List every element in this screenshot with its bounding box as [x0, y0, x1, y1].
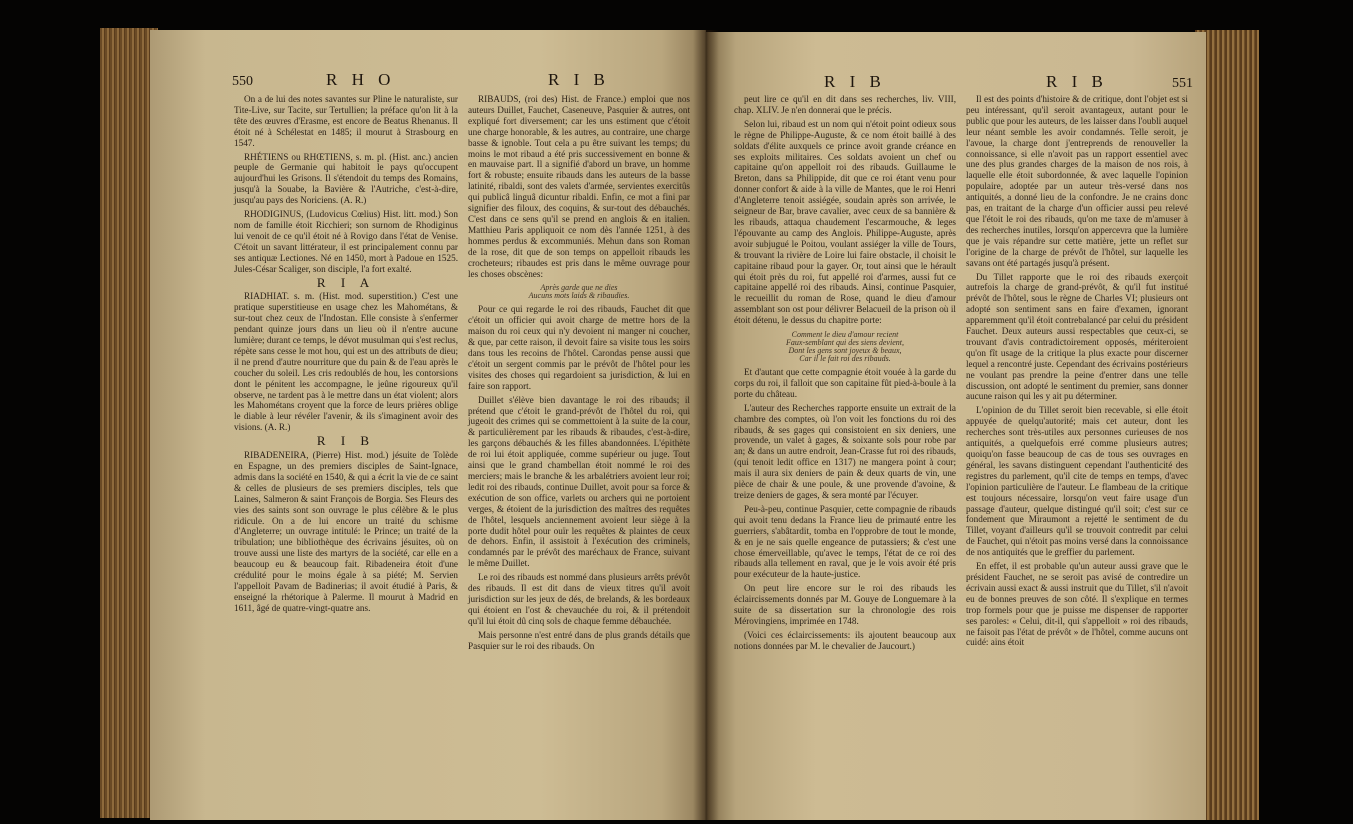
paragraph: L'opinion de du Tillet seroit bien recevable, si elle étoit appuyée de quelqu'autorité; mais cet auteur, dont les recherches sont très-utiles aux personnes curieuses de nos antiquités, a quelquefois erré comme plusieurs autres; quoiqu'on fasse beaucoup de cas de tous ses ouvrages en général, les savans distinguent cependant l'authenticité des registres du parlement, qu'il cite de temps en temps, d'avec l'opinion particulière de l'auteur. Le flambeau de la critique est toujours nécessaire, lorsqu'on veut faire usage d'un passage d'auteur, quelque distingué qu'il soit; c'est sur ce fondement que Miraumont a rejetté le sentiment de du Tillet, voyant d'ailleurs qu'il se trouvoit contredit par celui de Fauchet, qui n'étoit pas moins versé dans la connoissance de nos antiquités que le greffier du parlement. [966, 405, 1188, 558]
paragraph: Mais personne n'est entré dans de plus grands détails que Pasquier sur le roi des ribauds. On [468, 629, 690, 651]
right-page-column-2 [966, 94, 1188, 816]
paragraph: Et d'autant que cette compagnie étoit vouée à la garde du corps du roi, il falloit que son capitaine fût pied-à-boule à la porte du château. [734, 367, 956, 399]
verse-line: Comment le dieu d'amour recient [791, 330, 899, 340]
paragraph: RIBAUDS, (roi des) Hist. de France.) emploi que nos auteurs Duillet, Fauchet, Caseneuve, Pasquier & autres, ont expliqué fort diversement; car les uns estiment que c'étoit une charge honorable, & les autres, au contraire, une charge basse & ignoble. Tout cela a pu être suivant les temps; du moins le mot ribaud a été pris successivement en bonne & en mauvaise part. Il a signifié d'abord un brave, un homme fort & robuste; ensuite ribauds dans les auteurs de la basse latinité, ribaldi, sont des valets d'armée, servientes exercitûs qui publicâ linguâ dicuntur ribaldi. Enfin, ce mot a fini par signifier des filoux, des coquins, & sur-tout des débauchés. C'est dans ce sens qu'il se prend en anglois & en italien. Matthieu Paris appliquoit ce nom dès l'année 1251, à des hommes perdus & excommuniés. Mehun dans son Roman de la rose, dit que de son temps on appelloit ribauds les crocheteurs; ribaudes est pris dans le même ouvrage pour les choses obscènes: [468, 94, 690, 279]
paragraph: RHODIGINUS, (Ludovicus Cœlius) Hist. litt. mod.) Son nom de famille étoit Ricchieri; son surnom de Rhodiginus lui venoit de ce qu'il étoit né à Rovigo dans l'état de Venise. C'étoit un savant littérateur, il est principalement connu par ses antiquæ Lectiones. Né en 1450, mort à Padoue en 1525. Jules-César Scaliger, son disciple, l'a fort exalté. [234, 209, 458, 274]
right-page [706, 32, 1206, 820]
book-gutter [693, 30, 719, 820]
verse-line: Après garde que ne dies [540, 283, 618, 293]
running-head-rib-left: R I B [548, 70, 610, 89]
running-head-rho: R H O [326, 70, 396, 89]
paragraph: On a de lui des notes savantes sur Pline le naturaliste, sur Tite-Live, sur Tacite, sur Tertullien; la préface qu'on lit à la tête des œuvres d'Erasme, est encore de Beatus Rhenanus. Il étoit né à Schélestat en 1485; il mourut à Strasbourg en 1547. [234, 94, 458, 148]
right-page-column-1 [734, 94, 956, 816]
page-number-left: 550 [232, 74, 253, 89]
paragraph: Peu-à-peu, continue Pasquier, cette compagnie de ribauds qui avoit tenu dedans la France lieu de primauté entre les guerriers, s'abâtardit, tomba en l'opprobre de tout le monde, & en je ne sais quelle engeance de putassiers; & c'est une chose émerveillable, qu'avec le temps, l'état de ce roi des ribauds alla tellement en raval, que je le vois avoir été pris pour exécuteur de la haute-justice. [734, 503, 956, 580]
verse-line: Faux-semblant qui des siens devient, [786, 338, 904, 348]
left-page-column-2 [468, 94, 690, 818]
page-number-right: 551 [1172, 76, 1193, 91]
paragraph: L'auteur des Recherches rapporte ensuite un extrait de la chambre des comptes, où l'on voit les fonctions du roi des ribauds, & ses gages qui consistoient en six deniers, une provende, un valet à gages, & soixante sols pour robe par an; & dans un autre endroit, Jean-Crasse fut roi des ribauds, (qui tenoit ledit office en 1317) ne mangera point à cour; mais il aura six deniers de pain & deux quarts de vin, une pièce de chair & une poule, & une provende d'avoine, & treize deniers de gages, & sera monté par l'écuyer. [734, 402, 956, 500]
paragraph: RHÉTIENS ou RHŒTIENS, s. m. pl. (Hist. anc.) ancien peuple de Germanie qui habitoit le pays qu'occupent aujourd'hui les Grisons. Il s'étendoit du temps des Romains, jusqu'à la Souabe, la Bavière & l'Autriche, c'est-à-dire, jusqu'au pays des Noriciens. (A. R.) [234, 151, 458, 206]
paragraph: Le roi des ribauds est nommé dans plusieurs arrêts prévôt des ribauds. Il est dit dans de vieux titres qu'il avoit jurisdiction sur les jeux de dés, de brelands, & les bordeaux qui étoient en l'ost & chevauchée du roi, & il prétendoit qu'il lui étoit dû cinq sols de chaque femme débauchée. [468, 572, 690, 626]
paragraph: Pour ce qui regarde le roi des ribauds, Fauchet dit que c'étoit un officier qui avoit charge de mettre hors de la maison du roi ceux qui n'y devoient ni manger ni coucher, & que, par cette raison, il devoit faire sa visite tous les soirs dans tous les recoins de l'hôtel. Carondas pense aussi que c'étoit un sergent commis par le prévôt de l'hôtel pour les visites des choses qui regardoient sa jurisdiction, & lui en faire son rapport. [468, 304, 690, 391]
running-head-rib-right-2: R I B [1046, 72, 1108, 91]
paragraph: RIADHIAT. s. m. (Hist. mod. superstition.) C'est une pratique superstitieuse en usage chez les Mahométans, & sur-tout chez ceux de l'Indostan. Elle consiste à s'enfermer pendant quinze jours dans un lieu où il n'entre aucune lumière; durant ce temps, le dévot musulman qui s'est reclus, répète sans cesse le mot hou, qui est un des attributs de dieu; il ne prend d'autre nourriture que du pain & de l'eau après le coucher du soleil. Les cris redoublés de hou, les contorsions dont le pénitent les accompagne, le jeûne rigoureux qu'il observe, ne tardent pas à le mettre dans un état violent; alors les Mahométans croyent que la force de leurs prières oblige le diable à leur révéler l'avenir, & ils s'imaginent avoir des visions. (A. R.) [234, 291, 458, 433]
paragraph: On peut lire encore sur le roi des ribauds les éclaircissements donnés par M. Gouye de Longuemare à la suite de sa dissertation sur la chronologie des rois Mérovingiens, imprimée en 1748. [734, 583, 956, 626]
verse-line: Car il le fait roi des ribauds. [799, 354, 891, 364]
paragraph: Selon lui, ribaud est un nom qui n'étoit point odieux sous le règne de Philippe-Auguste, & ce nom étoit baillé à des soldats d'élite auxquels ce prince avoit grande créance en ses exploits militaires. Ces soldats avoient un chef ou capitaine qu'on appelloit roi des ribauds. Guillaume le Breton, dans sa Philippide, dit que ce roi étant venu pour donner confort & aide à la ville de Mantes, que le roi Henri d'Angleterre tenoit assiégée, soudain après son arrivée, le seigneur de Bar, brave cavalier, avec ceux de sa bannière & les ribauds, attaqua chaudement l'escarmouche, & leges l'épouvante au camp des Anglois. Philippe-Auguste, après avoir subjugué le Poitou, voulant assiéger la ville de Tours, & trouvant la rivière de Loire lui faire obstacle, il choisit le capitaine ribaud pour la gayer. Or, tout ainsi que le hérault qui étoit près du roi, fut appellé roi d'armes, aussi fut ce capitaine appellé roi des ribauds. Ainsi, continue Pasquier, le recueillit du roman de Rose, quand le dieu d'amour assemblant son ost pour délivrer Belacueil de la prison où il étoit détenu, le dessus du chapitre porte: [734, 118, 956, 326]
paragraph: RIBADENEIRA, (Pierre) Hist. mod.) jésuite de Tolède en Espagne, un des premiers disciples de Saint-Ignace, admis dans la société en 1540, & qui a écrit la vie de ce saint & celles de plusieurs de ses premiers disciples, tels que Laines, Salmeron & saint François de Borgia. Ses Fleurs des vies des saints sont son ouvrage le plus célèbre & le plus ridicule. On a de lui encore un traité du schisme d'Angleterre; un ouvrage intitulé: le Prince; un traité de la tribulation; une bibliothèque des écrivains jésuites, où on trouve aussi une liste des martyrs de la société, car elle en a beaucoup eu & beaucoup fait. Ribadeneira étoit d'une crédulité pour le moins égale à sa piété; M. Servien l'appelloit Pavam de Badinerias; il avoit étudié à Paris, & enseigné la rhétorique à Palerme. Il mourut à Madrid en 1611, âgé de quatre-vingt-quatre ans. [234, 450, 458, 613]
section-heading-rib: R I B [316, 433, 376, 449]
paragraph: Duillet s'élève bien davantage le roi des ribauds; il prétend que c'étoit le grand-prévôt de l'hôtel du roi, qui jugeoit des crimes qui se commettoient à la suite de la cour, & particulièrement par les ribauds & ribaudes, c'est-à-dire, les garçons débauchés & les filles abandonnées. L'épithète de roi lui étoit appliquée, comme supérieur ou juge. Tout ainsi que le grand chambellan étoit nommé le roi des merciers; mais le branche & les arbalétriers avoient leur roi; ledit roi des ribauds, continue Duillet, avoit pour sa force & exécution de son office, varlets ou archers qui ne portoient verges, & étoient de la jurisdiction des maîtres des requêtes de l'hôtel, lesquels anciennement avoient leur siège à la porte dudit hôtel pour ouïr les requêtes & plaintes de ceux de dehors. Enfin, il assistoit à l'exécution des criminels, condamnés par le prévôt des maréchaux de France, suivant le même Duillet. [468, 394, 690, 569]
verse-line: Dont les gens sont joyeux & beaux, [788, 346, 902, 356]
paragraph: Il est des points d'histoire & de critique, dont l'objet est si peu intéressant, qu'il seroit avantageux, autant pour le public que pour les auteurs, de les laisser dans l'oubli auquel leur néant semble les avoir condamnés. Telle seroit, je l'avoue, la charge dont j'entreprends de renouveller la connoissance, si elle n'avoit pas un rapport essentiel avec une des plus grandes charges de la maison de nos rois, à laquelle elle étoit subordonnée, & avec laquelle l'opinion populaire, adoptée par un auteur très-versé dans nos antiquités, a donné lieu de la confondre. Je ne crains donc pas, en traitant de la charge d'un officier aussi peu relevé que l'étoit le roi des ribauds, qu'on me taxe de m'amuser à des recherches inutiles, lorsqu'on appercevra que la lumière que je vais répandre sur cette matière, jette un reflet sur l'origine de la charge de prévôt de l'hôtel, sur laquelle les savans ont été partagés jusqu'à présent. [966, 94, 1188, 268]
running-head-rib-right-1: R I B [824, 72, 886, 91]
paragraph: (Voici ces éclaircissements: ils ajoutent beaucoup aux notions données par M. le chevalier de Jaucourt.) [734, 629, 956, 651]
section-heading-ria: R I A [316, 274, 376, 290]
paragraph: Du Tillet rapporte que le roi des ribauds exerçoit autrefois la charge de grand-prévôt, & qu'il fut institué prévôt de l'hôtel, sous le règne de Charles VI; plusieurs ont adopté son sentiment sans en faire d'examen, ignorant apparemment qu'il étoit contrebalancé par celui du président Fauchet. Deux auteurs aussi respectables que ceux-ci, se trouvant d'avis contradictoirement opposés, mériteroient qu'on fît usage de la critique la plus exacte pour discerner lequel a rencontré juste. Cependant des écrivains postérieurs ne voulant pas prendre la peine d'entrer dans une telle discussion, ont adopté le sentiment du premier, sans donner aucune raison qui les y ait pu déterminer. [966, 271, 1188, 402]
paragraph: En effet, il est probable qu'un auteur aussi grave que le président Fauchet, ne se seroit pas avisé de contredire un écrivain aussi exact & aussi instruit que du Tillet, s'il n'avoit eu de bonnes preuves de son côté. Il s'explique en termes trop formels pour que je puisse me dispenser de rapporter ses paroles: « Celui, dit-il, qui s'appelloit » roi des ribauds, ne faisoit pas l'état de prévôt » de l'hôtel, comme aucuns ont cuidé: ains étoit [966, 561, 1188, 648]
left-page [150, 30, 706, 820]
verse-line: Aucuns mots laids & ribaudies. [528, 291, 630, 301]
left-page-column-1 [234, 94, 458, 818]
paragraph: peut lire ce qu'il en dit dans ses recherches, liv. VIII, chap. XLIV. Je n'en donnerai que le précis. [734, 94, 956, 115]
